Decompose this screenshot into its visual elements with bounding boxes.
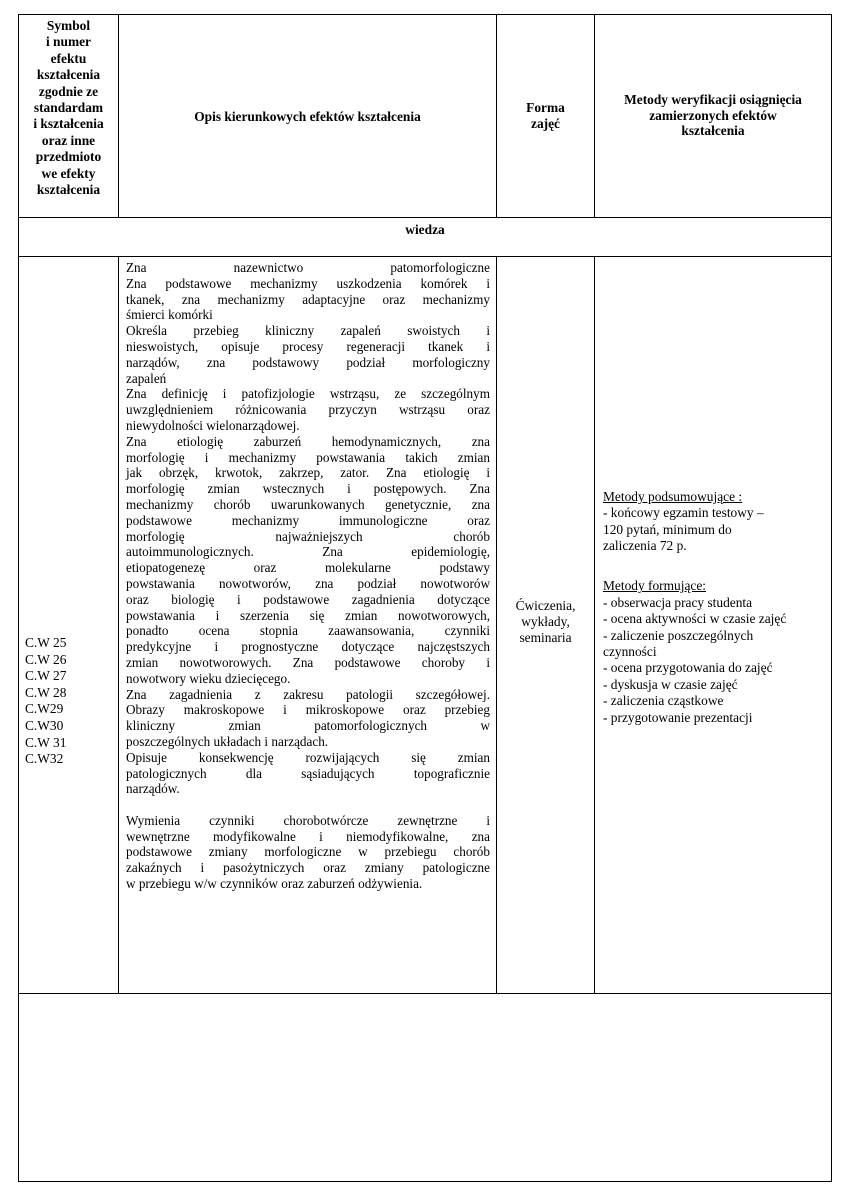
effect-description [126,260,490,892]
formative-heading: Metody formujące: [603,578,706,594]
description-line: etiopatogenezę oraz molekularne podstawy [126,560,490,576]
formative-item: czynności [603,643,657,659]
description-line: powstawania nowotworów, zna podział nowotworów [126,575,490,591]
header-symbol-line: przedmioto [35,149,102,165]
table-border-right [831,14,832,1182]
description-line: niewydolności wielonarządowej. [126,417,300,433]
effect-symbol: C.W 25 [25,635,67,650]
summative-item: - końcowy egzamin testowy – [603,505,764,521]
section-title: wiedza [405,222,445,237]
description-line: mechanizmy chorób uwarunkowanych genetycznie, zna [126,496,490,512]
column-divider-1-body [118,256,119,994]
description-line: wewnętrzne modyfikowalne i niemodyfikowalne, zna [126,828,490,844]
description-line: Zna zagadnienia z zakresu patologii szczegółowej. [126,686,490,702]
effect-symbol: C.W30 [25,717,64,733]
description-line: zakaźnych i pasożytniczych oraz zmiany patologiczne [126,860,490,876]
summative-item: zaliczenia 72 p. [603,538,687,554]
description-line: nieswoistych, opisuje procesy regeneracji tkanek i [126,338,490,354]
header-symbol-line: kształcenia [36,67,101,83]
formative-item: - zaliczenia cząstkowe [603,693,724,709]
content-row-divider [18,993,832,994]
header-methods-lines [595,92,831,139]
header-row-divider [18,217,832,218]
description-line: autoimmunologicznych. Zna epidemiologię, [126,544,490,560]
form-of-classes [497,598,594,647]
header-methods [595,92,831,139]
formative-item: - ocena przygotowania do zajęć [603,660,773,676]
description-line: oraz biologię i podstawowe zagadnienia dotyczące [126,591,490,607]
summative-item: 120 pytań, minimum do [603,521,732,537]
effect-symbol: C.W 31 [25,734,67,750]
header-symbol [19,18,118,198]
header-symbol-line: Symbol [46,18,91,33]
header-form-line: zajęć [531,115,560,131]
description-line [126,797,490,813]
header-form-lines [497,100,594,131]
table-border-bottom [18,1181,832,1182]
form-of-classes-lines [497,598,594,647]
effect-symbol: C.W32 [25,751,64,767]
header-symbol-lines [19,18,118,198]
form-line: seminaria [519,630,572,646]
effect-symbols [25,635,117,768]
header-methods-line: zamierzonych efektów [649,107,777,123]
methods-spacer-2 [603,570,829,578]
header-methods-line: Metody weryfikacji osiągnięcia [624,92,802,107]
description-line: poszczególnych układach i narządach. [126,733,329,749]
description-line: podstawowe mechanizmy immunologiczne oraz [126,512,490,528]
description-line: Określa przebieg kliniczny zapaleń swoistych i [126,323,490,339]
effect-symbol: C.W 28 [25,684,67,700]
description-line: Zna etiologię zaburzeń hemodynamicznych, zna [126,433,490,449]
section-row-divider [18,256,832,257]
header-symbol-line: i kształcenia [33,116,104,132]
description-line: śmierci komórki [126,307,213,323]
effect-symbol: C.W 26 [25,651,67,667]
description-line: Zna podstawowe mechanizmy uszkodzenia komórek i [126,275,490,291]
form-line: Ćwiczenia, [515,598,576,613]
header-symbol-line: efektu [50,50,87,66]
header-form-line: Forma [526,100,565,115]
description-line: morfologię najważniejszych chorób [126,528,490,544]
formative-item: - obserwacja pracy studenta [603,594,753,610]
description-line: kliniczny zmian patomorfologicznych w [126,718,490,734]
description-line: Zna definicję i patofizjologie wstrząsu, ze szczególnym [126,386,490,402]
description-line: ponadto ocena stopnia zaawansowania, czynniki [126,623,490,639]
formative-item: - ocena aktywności w czasie zajęć [603,611,787,627]
description-line: patologicznych dla sąsiadujących topograficznie [126,765,490,781]
description-line: podstawowe zmiany morfologiczne w przebiegu chorób [126,844,490,860]
description-line: tkanek, zna mechanizmy adaptacyjne oraz mechanizmy [126,291,490,307]
header-symbol-line: zgodnie ze [38,83,99,99]
summative-list [603,505,829,554]
description-line: narządów. [126,781,180,797]
formative-item: - przygotowanie prezentacji [603,709,753,725]
effect-description-lines [126,260,490,892]
formative-list [603,595,829,726]
header-form [497,100,594,131]
effect-symbol: C.W 27 [25,668,67,684]
description-line: Obrazy makroskopowe i mikroskopowe oraz przebieg [126,702,490,718]
formative-item: - dyskusja w czasie zajęć [603,676,738,692]
description-line: zapaleń [126,370,167,386]
description-line: w przebiegu w/w czynników oraz zaburzeń odżywienia. [126,876,423,892]
description-line: Opisuje konsekwencję rozwijających się zmian [126,749,490,765]
methods-spacer [603,555,829,571]
verification-methods [603,489,829,726]
header-symbol-line: we efekty [41,165,96,181]
effect-symbol: C.W29 [25,701,64,717]
description-line: zmian nowotworowych. Zna podstawowe choroby i [126,654,490,670]
description-line: morfologię zmian wstecznych i postępowych. Zna [126,481,490,497]
effect-symbols-list [25,635,117,768]
header-symbol-line: kształcenia [36,182,101,198]
table-border-top [18,14,832,15]
header-symbol-line: oraz inne [41,132,96,148]
description-line: morfologię i mechanizmy powstawania takich zmian [126,449,490,465]
header-description: Opis kierunkowych efektów kształcenia [194,109,421,124]
header-symbol-line: i numer [45,34,91,50]
description-line: uwzględnieniem różnicowania przyczyn wstrząsu oraz [126,402,490,418]
formative-item: - zaliczenie poszczególnych [603,627,754,643]
document-table [18,14,832,1182]
column-divider-3-body [594,256,595,994]
description-line: narządów, zna podstawowy podział morfologiczny [126,354,490,370]
description-line: nowotwory wieku dziecięcego. [126,670,291,686]
header-methods-line: kształcenia [681,123,745,139]
summative-heading: Metody podsumowujące : [603,489,743,504]
description-line: jak obrzęk, krwotok, zakrzep, zator. Zna etiologię i [126,465,490,481]
form-line: wykłady, [521,614,570,630]
header-symbol-line: standardam [33,100,104,116]
description-line: Wymienia czynniki chorobotwórcze zewnętrzne i [126,812,490,828]
description-line: powstawania i szerzenia się zmian nowotworowych, [126,607,490,623]
description-line: predykcyjne i prognostyczne dotyczące najczęstszych [126,639,490,655]
description-line: Zna nazewnictwo patomorfologiczne [126,260,490,275]
